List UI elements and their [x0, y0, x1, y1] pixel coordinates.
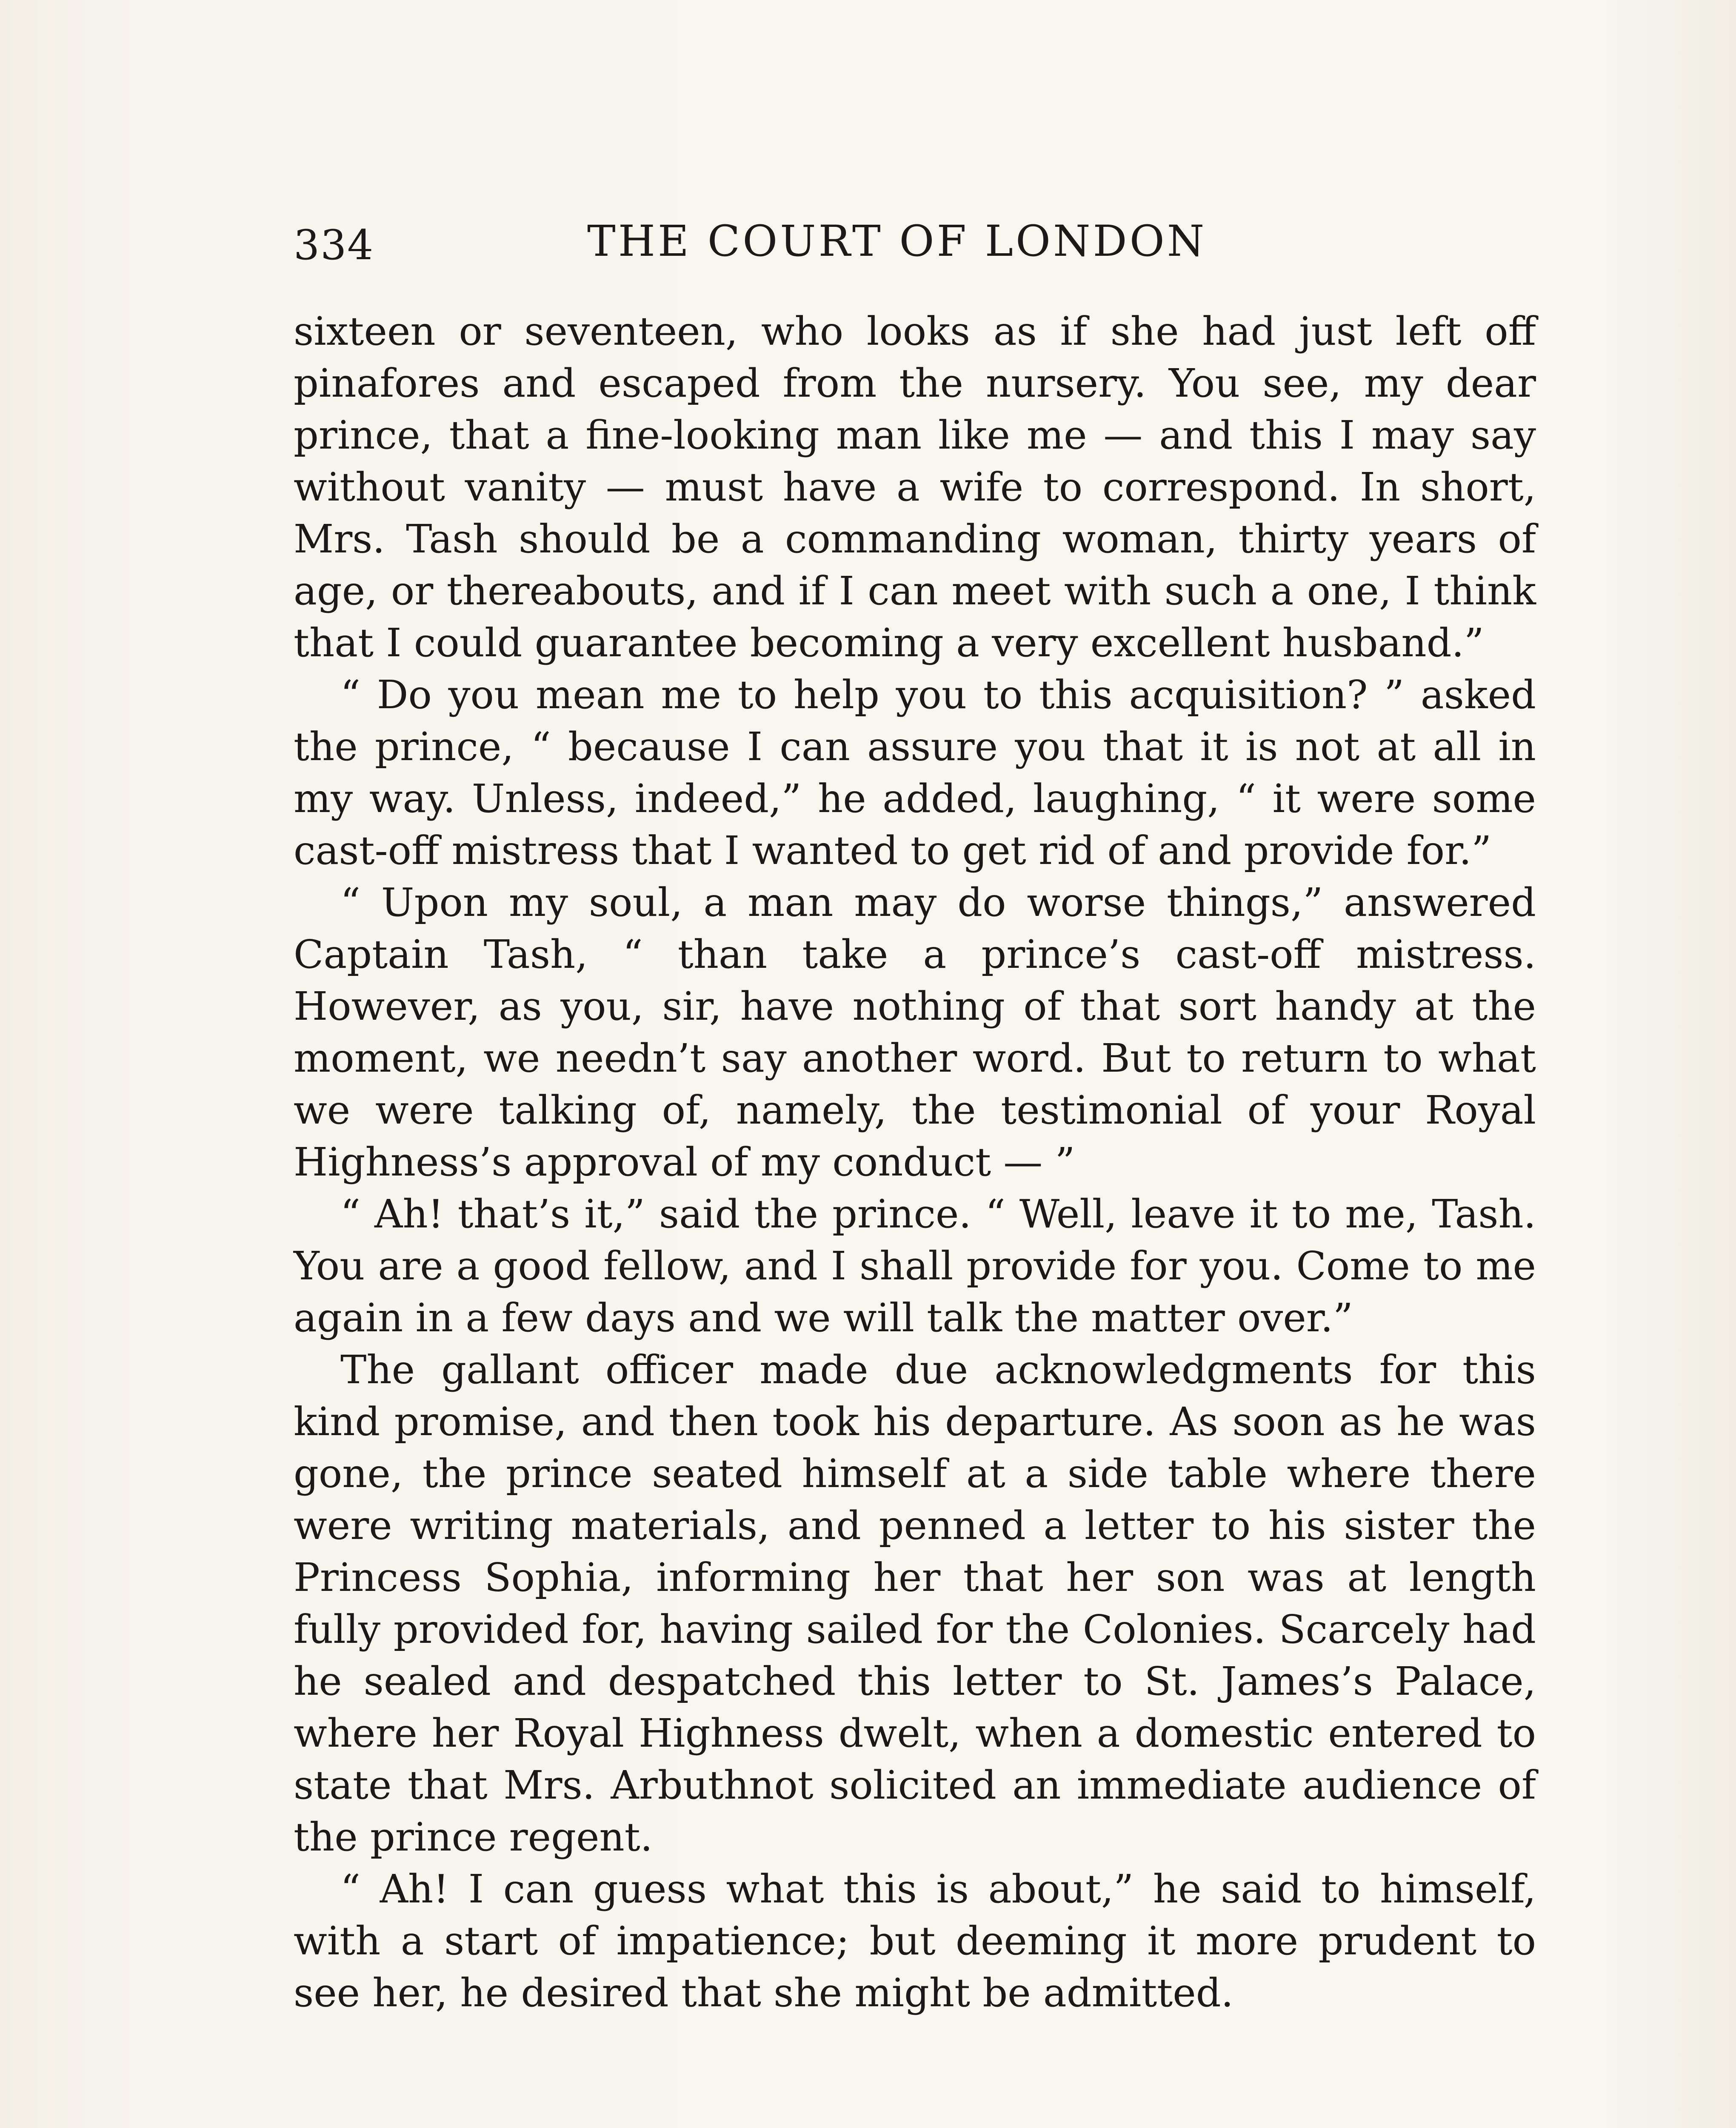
paragraph: The gallant officer made due acknowledgments for this kind promise, and then took his departure. As soon as he was gone, the prince seated himself at a side table where there were writing materials, and penned a letter to his sister the Princess Sophia, informing her that her son was at length fully provided for, having sailed for the Colonies. Scarcely had he sealed and despatched this letter to St. James’s Palace, where her Royal Highness dwelt, when a domestic entered to state that Mrs. Arbuthnot solicited an immediate audience of the prince regent.	[294, 1347, 1536, 1860]
paragraph: sixteen or seventeen, who looks as if she had just left off pinafores and escaped from the nursery. You see, my dear prince, that a fine-looking man like me — and this I may say without vanity — must have a wife to correspond. In short, Mrs. Tash should be a commanding woman, thirty years of age, or thereabouts, and if I can meet with such a one, I think that I could guarantee becoming a very excellent husband.”	[294, 309, 1536, 666]
body-text	[294, 306, 1536, 2019]
page-number: 334	[294, 221, 374, 269]
paragraph: “ Ah! that’s it,” said the prince. “ Well, leave it to me, Tash. You are a good fellow, and I shall provide for you. Come to me again in a few days and we will talk the matter over.”	[294, 1191, 1536, 1341]
paragraph: “ Upon my soul, a man may do worse things,” answered Captain Tash, “ than take a prince’s cast-off mistress. However, as you, sir, have nothing of that sort handy at the moment, we needn’t say another word. But to return to what we were talking of, namely, the testimonial of your Royal Highness’s approval of my conduct — ”	[294, 880, 1536, 1185]
running-title: THE COURT OF LONDON	[587, 216, 1207, 266]
page-header	[294, 213, 1536, 272]
paragraph: “ Ah! I can guess what this is about,” he said to himself, with a start of impatience; but deeming it more prudent to see her, he desired that she might be admitted.	[294, 1866, 1536, 2016]
paragraph: “ Do you mean me to help you to this acquisition? ” asked the prince, “ because I can assure you that it is not at all in my way. Unless, indeed,” he added, laughing, “ it were some cast-off mistress that I wanted to get rid of and provide for.”	[294, 672, 1536, 873]
